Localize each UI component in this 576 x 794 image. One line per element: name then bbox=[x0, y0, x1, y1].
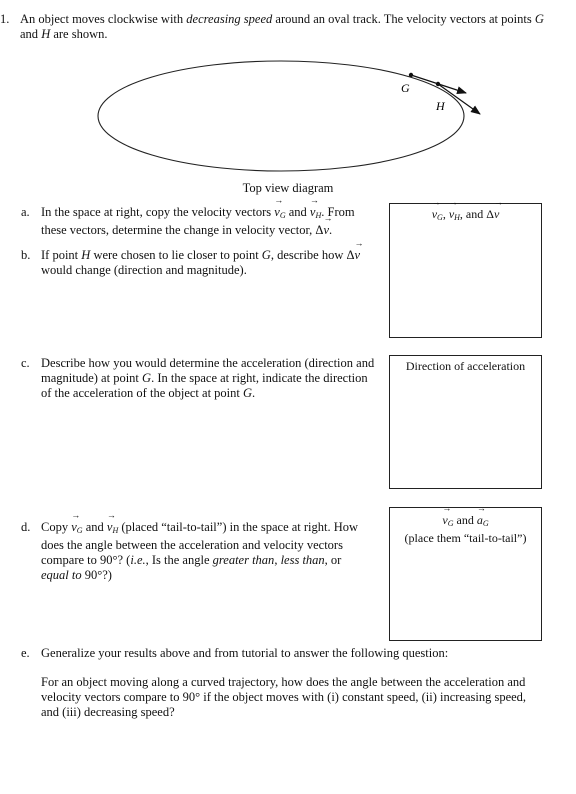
part-e-question: For an object moving along a curved trajectory, how does the angle between the acceleration and velocity vectors compare to 90° if the object moves with (i) constant speed, (ii) increasing speed, and (iii) decreasing speed? bbox=[41, 675, 527, 719]
part-e-letter: e. bbox=[21, 646, 30, 660]
part-c-letter: c. bbox=[21, 356, 30, 370]
diagram-caption: Top view diagram bbox=[242, 181, 334, 195]
part-c-text: Describe how you would determine the acceleration (direction and magnitude) at point G. In the space at right, indicate the direction of the acceleration of the object at point G. bbox=[41, 356, 375, 400]
answer-box-velocity-change[interactable]: → $v_G$, → $v_H$, and Δ→ v bbox=[389, 203, 542, 338]
part-b-letter: b. bbox=[21, 248, 31, 262]
label-point-h: H bbox=[436, 99, 445, 113]
answer-box-acceleration-direction[interactable]: Direction of acceleration bbox=[389, 355, 542, 489]
question-text: An object moves clockwise with decreasing speed around an oval track. The velocity vectors at points G and H are shown. bbox=[20, 12, 544, 41]
answer-box-tail-to-tail[interactable]: → $v_G$ and → $a_G$ (place them “tail-to-tail”) bbox=[389, 507, 542, 641]
oval-track bbox=[98, 61, 464, 171]
question-number: 1. bbox=[0, 12, 10, 26]
part-b-text: If point H were chosen to lie closer to point G, describe how Δ→ v would change (direction and magnitude). bbox=[41, 248, 371, 278]
part-e-instruction: Generalize your results above and from tutorial to answer the following question: bbox=[41, 646, 449, 660]
oval-track-diagram bbox=[0, 0, 576, 200]
part-d-text: Copy → $v_G$ and → $v_H$ (placed “tail-to-tail”) in the space at right. How does the angle between the acceleration and velocity vectors compare to 90°? (i.e., Is the angle greater than, less than, or equal to 90°?) bbox=[41, 520, 371, 583]
part-a-text: In the space at right, copy the velocity vectors → $v_G$ and → $v_H$. From these vectors, determine the change in velocity vector, Δ→ v. bbox=[41, 205, 381, 238]
part-a-letter: a. bbox=[21, 205, 30, 219]
part-d-letter: d. bbox=[21, 520, 31, 534]
label-point-g: G bbox=[401, 81, 410, 95]
